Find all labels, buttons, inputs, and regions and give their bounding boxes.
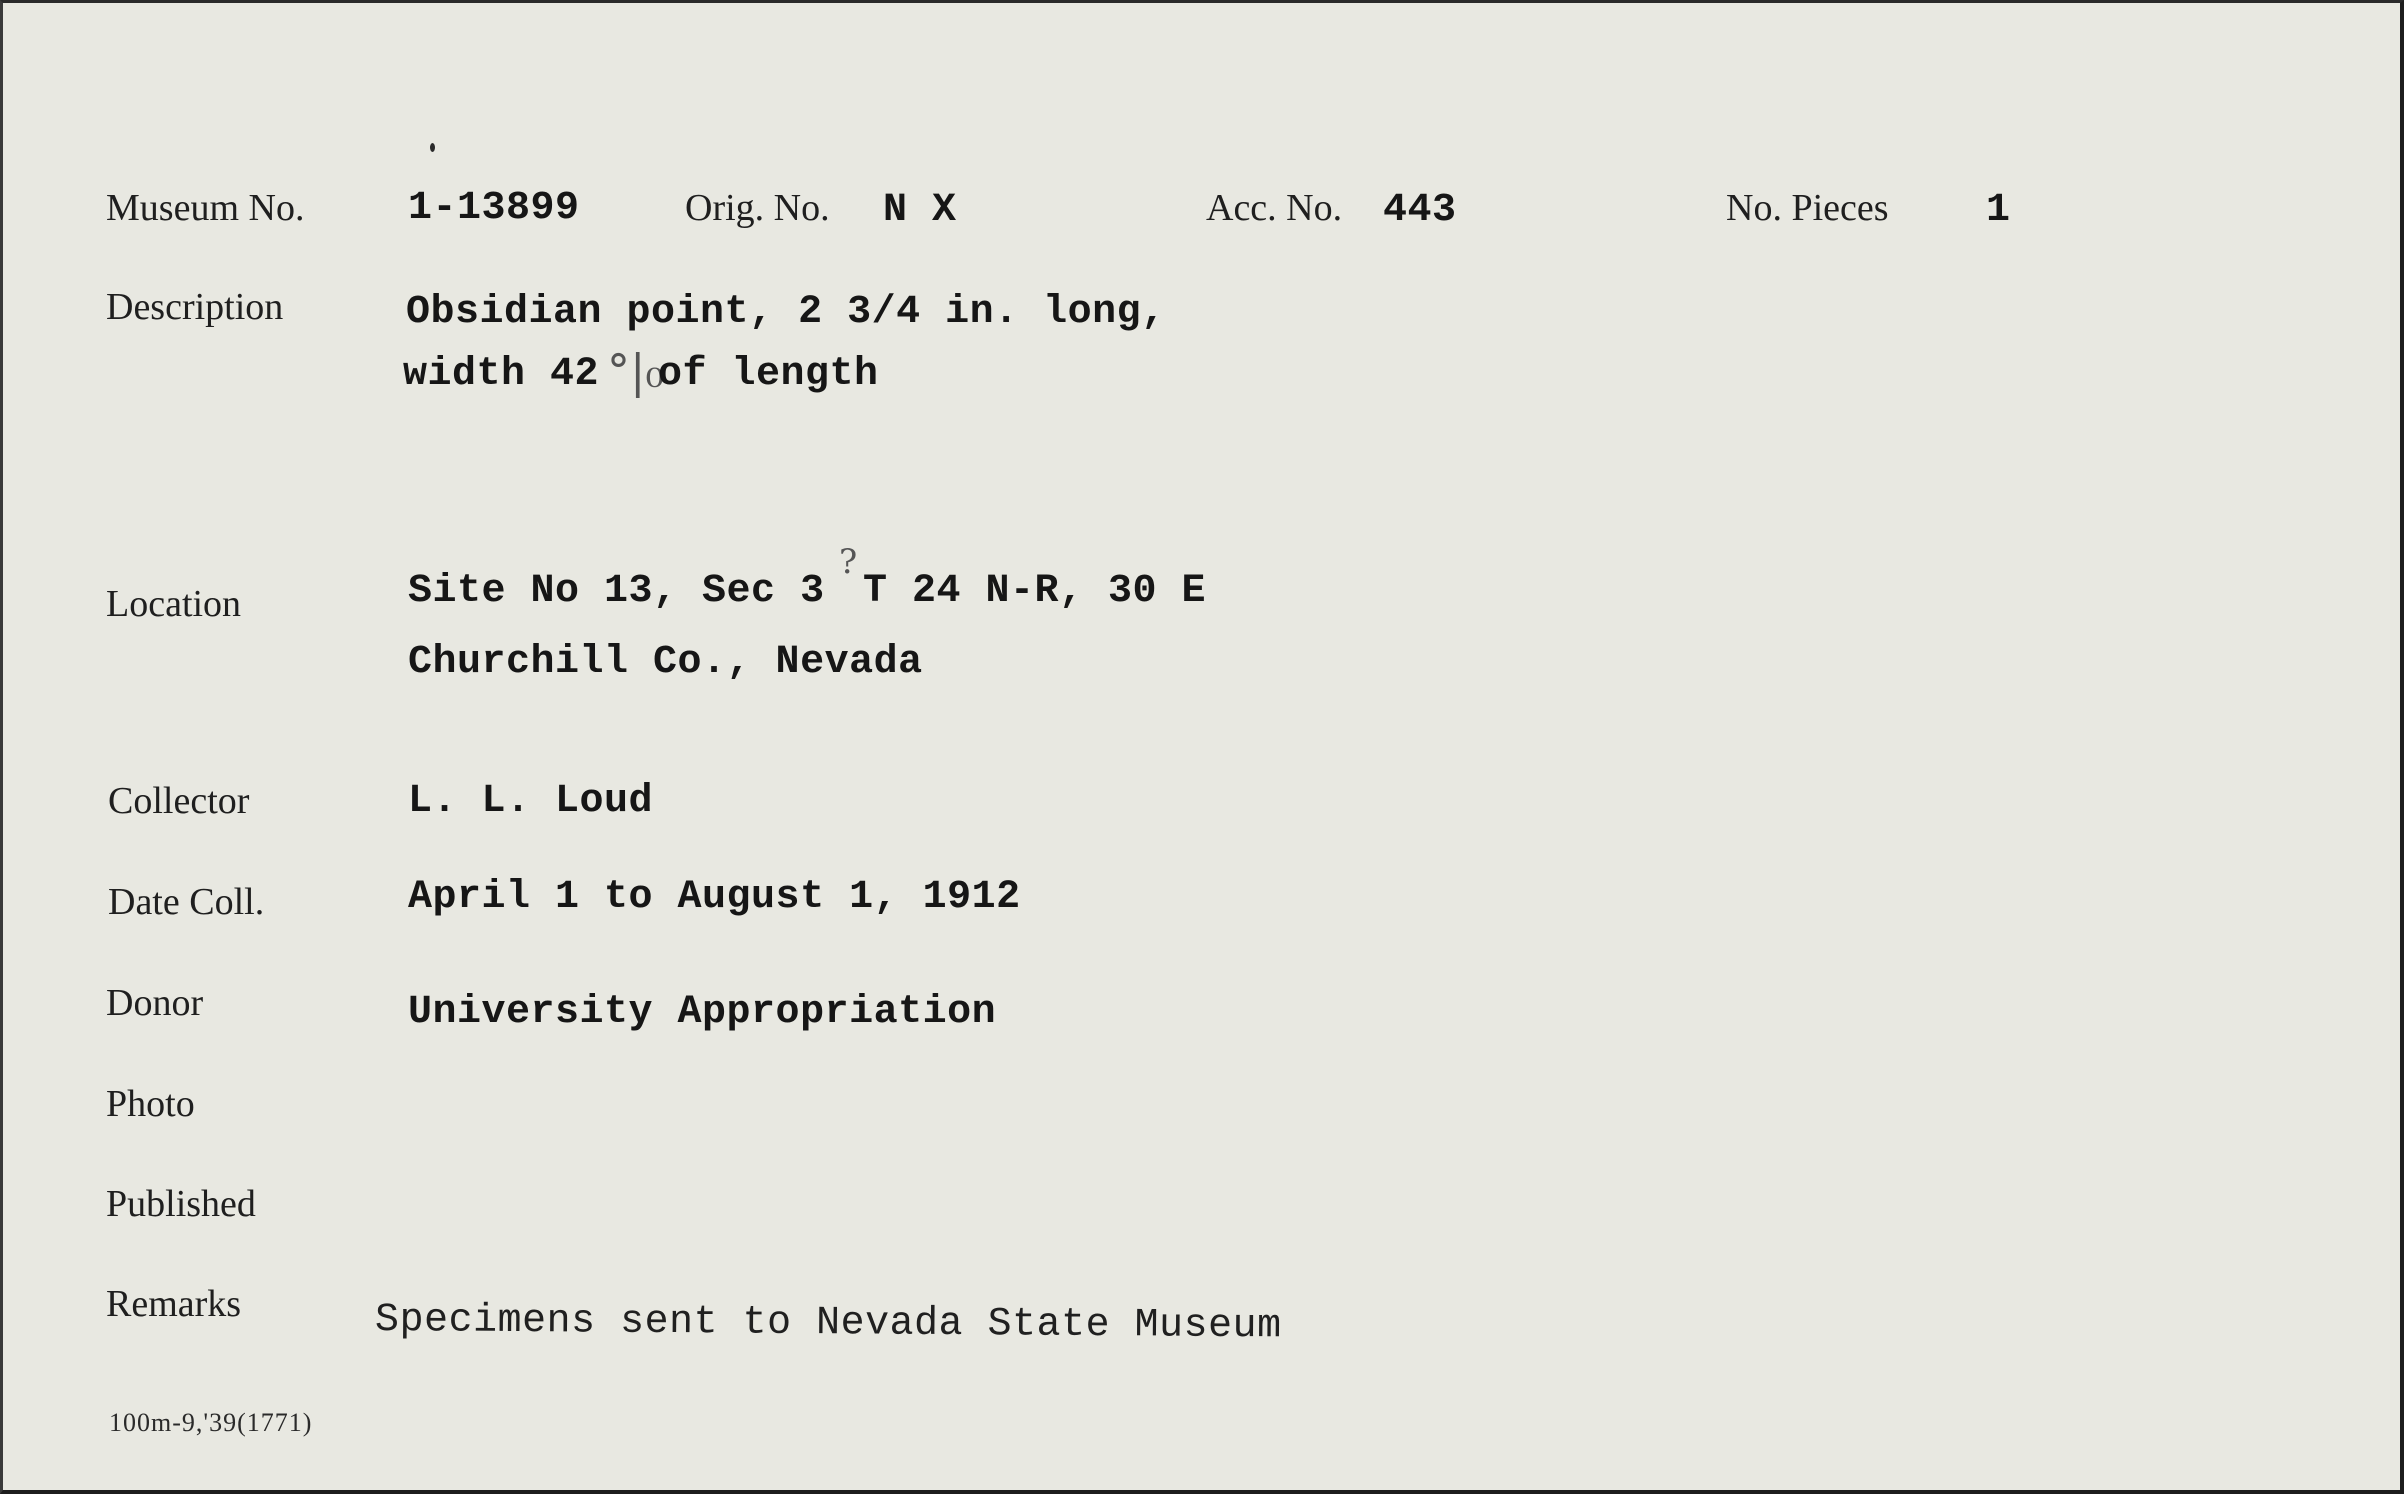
collector-value: L. L. Loud	[408, 779, 654, 824]
donor-label: Donor	[106, 982, 204, 1024]
photo-label: Photo	[106, 1083, 195, 1125]
no-pieces-label: No. Pieces	[1726, 187, 1889, 229]
location-label: Location	[106, 583, 242, 625]
handwritten-question-mark: ?	[839, 542, 858, 582]
museum-no-value: 1-13899	[408, 186, 580, 231]
museum-no-label: Museum No.	[106, 187, 305, 229]
published-label: Published	[106, 1183, 256, 1225]
location-line-2: Churchill Co., Nevada	[408, 640, 923, 685]
description-line-2a: width 42	[403, 352, 600, 397]
form-code: 100m-9,'39(1771)	[109, 1408, 313, 1437]
orig-no-label: Orig. No.	[685, 187, 830, 229]
ink-speck	[430, 143, 435, 152]
handwritten-percent-mark: °|₀	[607, 344, 664, 398]
date-coll-label: Date Coll.	[108, 881, 265, 923]
donor-value: University Appropriation	[408, 990, 997, 1035]
orig-no-value: N X	[883, 188, 957, 233]
remarks-value: Specimens sent to Nevada State Museum	[374, 1298, 1282, 1350]
location-line-1b: T 24 N-R, 30 E	[863, 569, 1207, 614]
description-line-2b: of length	[658, 352, 879, 397]
acc-no-label: Acc. No.	[1206, 187, 1343, 229]
description-line-1: Obsidian point, 2 3/4 in. long,	[406, 290, 1166, 335]
date-coll-value: April 1 to August 1, 1912	[408, 875, 1021, 920]
description-label: Description	[106, 286, 284, 328]
acc-no-value: 443	[1383, 188, 1457, 233]
remarks-label: Remarks	[106, 1283, 242, 1325]
collector-label: Collector	[108, 780, 250, 822]
no-pieces-value: 1	[1986, 188, 2011, 233]
location-line-1a: Site No 13, Sec 3	[408, 569, 825, 614]
